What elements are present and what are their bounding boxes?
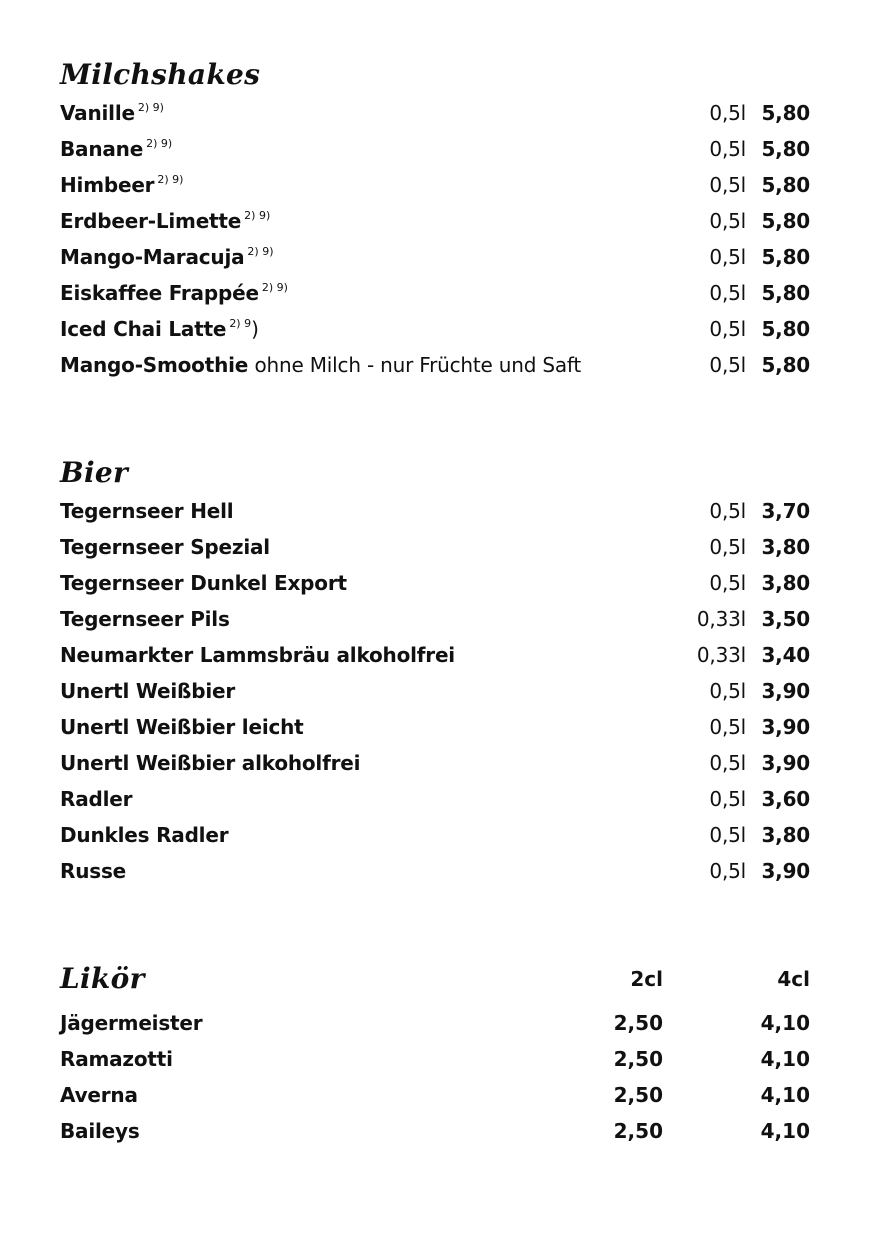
menu-item (60, 750, 810, 786)
item-name: Erdbeer-Limette (60, 209, 242, 233)
item-price: 5,80 (761, 353, 810, 377)
allergen-note: 2) 9 (229, 317, 252, 330)
menu-item (60, 498, 810, 534)
menu-item (60, 534, 810, 570)
item-name: Unertl Weißbier (60, 679, 236, 703)
item-volume: 0,5l (709, 173, 746, 197)
allergen-note: 2) 9) (146, 137, 173, 150)
item-volume: 0,5l (709, 679, 746, 703)
item-name: Unertl Weißbier alkoholfrei (60, 751, 361, 775)
item-name: Vanille (60, 101, 135, 125)
menu-item (60, 280, 810, 316)
menu-item (60, 714, 810, 750)
item-price: 5,80 (761, 317, 810, 341)
item-volume: 0,5l (709, 245, 746, 269)
menu-item (60, 244, 810, 280)
menu-item (60, 606, 810, 642)
menu-item (60, 858, 810, 894)
item-name: Tegernseer Pils (60, 607, 230, 631)
section-title-bier: Bier (60, 456, 129, 489)
menu-item (60, 642, 810, 678)
item-volume: 0,5l (709, 353, 746, 377)
item-name: Ramazotti (60, 1047, 173, 1071)
item-volume: 0,5l (709, 751, 746, 775)
item-name: Dunkles Radler (60, 823, 229, 847)
item-price-4cl: 4,10 (760, 1083, 810, 1107)
item-volume: 0,33l (696, 643, 746, 667)
item-name: Unertl Weißbier leicht (60, 715, 304, 739)
item-price: 3,40 (761, 643, 810, 667)
item-volume: 0,5l (709, 317, 746, 341)
item-price: 5,80 (761, 245, 810, 269)
menu-item (60, 352, 810, 388)
item-price: 5,80 (761, 209, 810, 233)
menu-item (60, 1082, 810, 1118)
item-name: Neumarkter Lammsbräu alkoholfrei (60, 643, 455, 667)
item-name: Tegernseer Spezial (60, 535, 270, 559)
menu-item (60, 1010, 810, 1046)
item-name: Russe (60, 859, 127, 883)
allergen-note: 2) 9) (247, 245, 274, 258)
item-volume: 0,5l (709, 715, 746, 739)
item-price: 3,90 (761, 715, 810, 739)
item-price: 3,60 (761, 787, 810, 811)
item-volume: 0,5l (709, 209, 746, 233)
allergen-note: 2) 9) (244, 209, 271, 222)
section-milchshakes (60, 60, 810, 388)
item-price-4cl: 4,10 (760, 1119, 810, 1143)
item-price: 3,70 (761, 499, 810, 523)
item-name: Averna (60, 1083, 138, 1107)
item-price: 3,80 (761, 535, 810, 559)
allergen-note: 2) 9) (137, 101, 164, 114)
allergen-note: 2) 9) (157, 173, 184, 186)
item-price-4cl: 4,10 (760, 1011, 810, 1035)
likoer-header (60, 964, 810, 1010)
item-price-2cl: 2,50 (613, 1047, 663, 1071)
item-price: 5,80 (761, 137, 810, 161)
section-likoer (60, 964, 810, 1154)
item-price: 3,90 (761, 751, 810, 775)
item-volume: 0,5l (709, 499, 746, 523)
item-price-2cl: 2,50 (613, 1011, 663, 1035)
menu-item (60, 678, 810, 714)
item-name: Banane (60, 137, 144, 161)
item-price-4cl: 4,10 (760, 1047, 810, 1071)
item-price: 3,80 (761, 571, 810, 595)
item-volume: 0,5l (709, 571, 746, 595)
column-header-2cl: 2cl (630, 967, 663, 991)
item-volume: 0,5l (709, 137, 746, 161)
section-title-milchshakes: Milchshakes (60, 58, 261, 91)
menu-item (60, 172, 810, 208)
allergen-note: 2) 9) (261, 281, 288, 294)
item-name: Mango-Smoothie (60, 353, 249, 377)
item-name: Tegernseer Dunkel Export (60, 571, 347, 595)
item-name: Mango-Maracuja (60, 245, 245, 269)
section-bier (60, 458, 810, 894)
menu-item (60, 208, 810, 244)
item-price: 5,80 (761, 173, 810, 197)
item-price: 3,90 (761, 859, 810, 883)
section-title-likoer: Likör (60, 962, 145, 995)
item-name: Jägermeister (60, 1011, 203, 1035)
menu-item (60, 570, 810, 606)
item-price: 3,90 (761, 679, 810, 703)
menu-item (60, 822, 810, 858)
menu-item (60, 1046, 810, 1082)
item-price: 5,80 (761, 281, 810, 305)
item-volume: 0,5l (709, 281, 746, 305)
item-name: Himbeer (60, 173, 155, 197)
menu-item (60, 786, 810, 822)
item-price-2cl: 2,50 (613, 1119, 663, 1143)
item-volume: 0,5l (709, 823, 746, 847)
column-header-4cl: 4cl (777, 967, 810, 991)
item-name: Tegernseer Hell (60, 499, 234, 523)
item-price: 5,80 (761, 101, 810, 125)
item-volume: 0,5l (709, 787, 746, 811)
menu-item (60, 136, 810, 172)
item-name: Radler (60, 787, 133, 811)
menu-item (60, 100, 810, 136)
closing-parenthesis: ) (251, 317, 259, 341)
item-volume: 0,5l (709, 535, 746, 559)
item-volume: 0,5l (709, 859, 746, 883)
item-price: 3,50 (761, 607, 810, 631)
item-volume: 0,5l (709, 101, 746, 125)
item-name: Eiskaffee Frappée (60, 281, 259, 305)
menu-item (60, 316, 810, 352)
item-description: ohne Milch - nur Früchte und Saft (254, 353, 582, 377)
menu-item (60, 1118, 810, 1154)
item-name: Iced Chai Latte (60, 317, 227, 341)
item-name: Baileys (60, 1119, 140, 1143)
item-price-2cl: 2,50 (613, 1083, 663, 1107)
item-volume: 0,33l (696, 607, 746, 631)
item-price: 3,80 (761, 823, 810, 847)
